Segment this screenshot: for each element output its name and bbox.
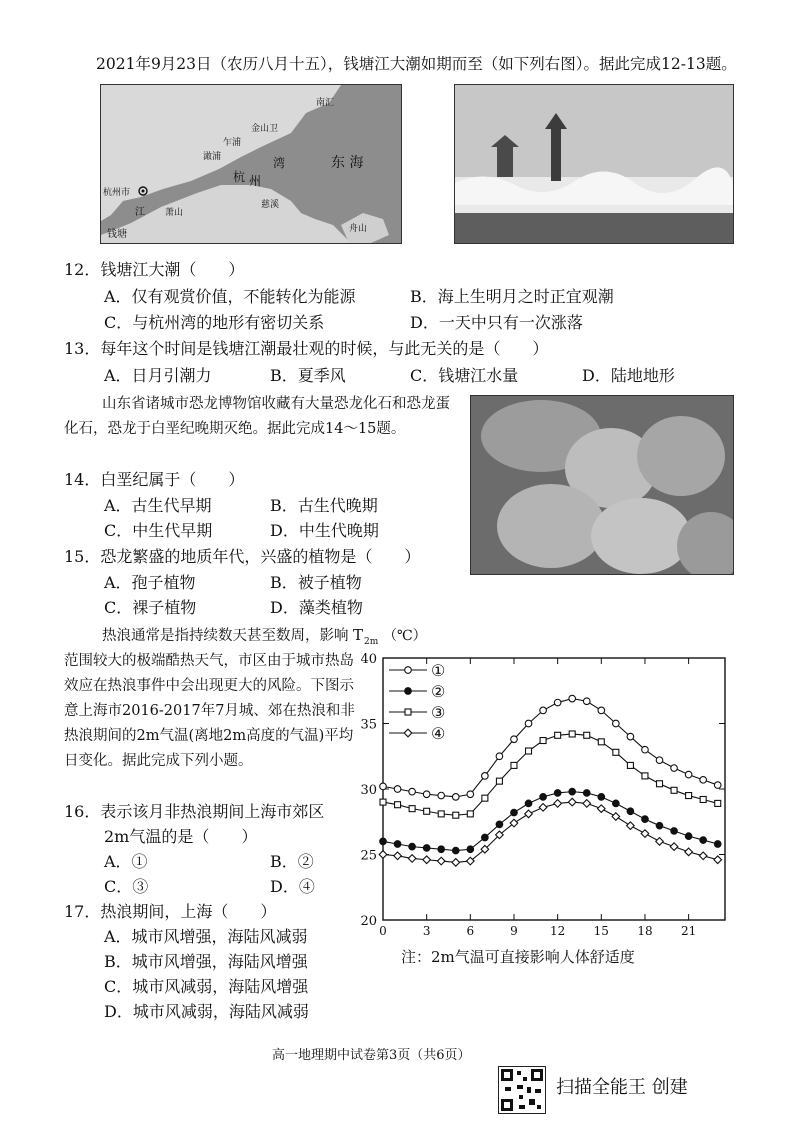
map-label-wan: 湾 bbox=[273, 156, 286, 170]
chart-point-s3 bbox=[642, 773, 648, 779]
chart-point-s3 bbox=[526, 748, 532, 754]
chart-point-s1 bbox=[482, 773, 489, 780]
passage-heatwave: 热浪通常是指持续数天甚至数周，影响范围较大的极端酷热天气，市区由于城市热岛效应在热浪事件中会出现更大的风险。下图示意上海市2016-2017年7月城、郊在热浪和非热浪期间的2m气温(离地2m高度的气温)平均日变化。据此完成下列小题。 bbox=[64, 628, 355, 769]
chart-series-line-4 bbox=[383, 802, 718, 862]
chart-ylabel-main: T bbox=[353, 626, 364, 644]
chart-legend-label: ④ bbox=[431, 724, 446, 743]
chart-point-s2 bbox=[511, 809, 518, 816]
chart-series-4 bbox=[379, 798, 721, 866]
chart-series-line-2 bbox=[383, 792, 718, 851]
chart-point-s3 bbox=[511, 762, 517, 768]
page-footer: 高一地理期中试卷第3页（共6页） bbox=[272, 1048, 471, 1063]
chart-point-s2 bbox=[583, 790, 590, 797]
chart-point-s1 bbox=[525, 720, 532, 727]
chart-point-s3 bbox=[438, 811, 444, 817]
chart-point-s3 bbox=[467, 811, 473, 817]
map-label-zhoushan: 舟山 bbox=[349, 224, 368, 234]
chart-point-s3 bbox=[686, 793, 692, 799]
chart-point-s1 bbox=[452, 794, 459, 801]
dinosaur-egg-photo bbox=[470, 395, 734, 575]
chart-point-s4 bbox=[539, 804, 547, 812]
map-label-hang: 杭 bbox=[233, 170, 246, 184]
q13-option-b[interactable]: B．夏季风 bbox=[270, 366, 346, 385]
chart-point-s1 bbox=[671, 765, 678, 772]
chart-point-s2 bbox=[598, 794, 605, 801]
map-label-xiaoshan: 萧山 bbox=[165, 208, 184, 218]
chart-point-s3 bbox=[482, 795, 488, 801]
chart-legend-marker bbox=[405, 709, 411, 715]
chart-point-s2 bbox=[656, 822, 663, 829]
chart-point-s4 bbox=[699, 852, 707, 860]
map-label-zhapu: 乍浦 bbox=[223, 138, 242, 148]
q15-option-d[interactable]: D．藻类植物 bbox=[270, 598, 363, 617]
q12-option-a[interactable]: A．仅有观赏价值，不能转化为能源 bbox=[104, 287, 356, 306]
chart-legend-marker bbox=[404, 729, 412, 737]
chart-point-s2 bbox=[394, 841, 401, 848]
chart-legend-label: ① bbox=[431, 661, 446, 680]
chart-legend-marker bbox=[405, 667, 412, 674]
chart-point-s2 bbox=[380, 838, 387, 845]
chart-legend-label: ② bbox=[431, 682, 446, 701]
temperature-chart bbox=[345, 620, 745, 970]
dinosaur-egg-photo-svg bbox=[471, 396, 733, 574]
chart-xtick-label: 18 bbox=[637, 924, 653, 938]
chart-point-s4 bbox=[685, 848, 693, 856]
q15-option-c[interactable]: C．裸子植物 bbox=[104, 598, 197, 617]
chart-xtick-label: 12 bbox=[549, 924, 566, 938]
map-label-nanhui: 南汇 bbox=[316, 98, 335, 108]
chart-point-s3 bbox=[409, 806, 415, 812]
chart-point-s1 bbox=[540, 707, 547, 714]
q12-option-d[interactable]: D．一天中只有一次涨落 bbox=[410, 313, 583, 332]
chart-point-s2 bbox=[554, 790, 561, 797]
q16-option-a[interactable]: A．① bbox=[104, 852, 148, 871]
q17-option-b[interactable]: B．城市风增强，海陆风增强 bbox=[104, 952, 308, 971]
q14-option-b[interactable]: B．古生代晚期 bbox=[270, 496, 378, 515]
chart-point-s1 bbox=[409, 788, 416, 795]
chart-point-s4 bbox=[656, 838, 664, 846]
chart-point-s1 bbox=[467, 791, 474, 798]
pagoda-silhouette bbox=[551, 125, 561, 181]
q13-stem: 13．每年这个时间是钱塘江潮最壮观的时候，与此无关的是（ ） bbox=[64, 339, 549, 358]
chart-point-s4 bbox=[379, 851, 387, 859]
scanner-watermark: 扫描全能王 创建 bbox=[556, 1077, 688, 1098]
chart-legend-marker bbox=[405, 688, 412, 695]
q13-option-c[interactable]: C．钱塘江水量 bbox=[410, 366, 519, 385]
chart-point-s1 bbox=[685, 771, 692, 778]
chart-point-s4 bbox=[597, 805, 605, 813]
chart-xtick-label: 21 bbox=[680, 924, 697, 938]
passage-dinosaur: 山东省诸城市恐龙博物馆收藏有大量恐龙化石和恐龙蛋化石，恐龙于白垩纪晚期灭绝。据此完成14～15题。 bbox=[64, 396, 450, 437]
q12-option-b[interactable]: B．海上生明月之时正宜观潮 bbox=[410, 287, 614, 306]
chart-point-s1 bbox=[496, 753, 503, 760]
qr-code-svg bbox=[499, 1067, 545, 1113]
chart-point-s4 bbox=[525, 810, 533, 818]
hangzhou-bay-map bbox=[100, 84, 402, 244]
chart-point-s1 bbox=[554, 699, 561, 706]
q16-stem-line1: 16．表示该月非热浪期间上海市郊区 bbox=[64, 802, 325, 821]
q14-option-c[interactable]: C．中生代早期 bbox=[104, 521, 213, 540]
chart-point-s4 bbox=[423, 856, 431, 864]
pavilion-silhouette bbox=[497, 145, 513, 177]
chart-point-s4 bbox=[641, 830, 649, 838]
chart-point-s4 bbox=[437, 857, 445, 865]
chart-point-s1 bbox=[583, 698, 590, 705]
chart-point-s4 bbox=[583, 800, 591, 808]
q16-option-c[interactable]: C．③ bbox=[104, 877, 149, 896]
q15-stem: 15．恐龙繁盛的地质年代，兴盛的植物是（ ） bbox=[64, 547, 421, 566]
map-label-qiantang: 钱塘 bbox=[107, 229, 127, 240]
chart-point-s3 bbox=[671, 787, 677, 793]
chart-point-s1 bbox=[656, 757, 663, 764]
chart-point-s4 bbox=[714, 856, 722, 864]
chart-point-s2 bbox=[613, 800, 620, 807]
chart-point-s1 bbox=[569, 695, 576, 702]
chart-point-s3 bbox=[395, 802, 401, 808]
chart-point-s2 bbox=[467, 846, 474, 853]
map-label-hangzhou: 杭州市 bbox=[103, 188, 131, 198]
chart-point-s3 bbox=[627, 762, 633, 768]
chart-ytick-label: 35 bbox=[360, 717, 377, 733]
map-svg bbox=[101, 85, 401, 243]
chart-ylabel-sub: 2m bbox=[364, 637, 379, 647]
chart-xtick-label: 9 bbox=[510, 924, 518, 938]
chart-point-s2 bbox=[685, 833, 692, 840]
q15-option-b[interactable]: B．被子植物 bbox=[270, 573, 362, 592]
q15-option-a[interactable]: A．孢子植物 bbox=[104, 573, 196, 592]
map-label-cixi: 慈溪 bbox=[261, 200, 280, 210]
chart-series-2 bbox=[380, 788, 721, 854]
chart-point-s2 bbox=[540, 794, 547, 801]
chart-xtick-label: 3 bbox=[422, 924, 431, 938]
map-label-zhou: 州 bbox=[249, 174, 262, 188]
chart-point-s2 bbox=[482, 834, 489, 841]
chart-legend-label: ③ bbox=[431, 703, 446, 722]
chart-point-s4 bbox=[670, 843, 678, 851]
chart-point-s4 bbox=[612, 813, 620, 821]
chart-point-s4 bbox=[452, 859, 460, 867]
chart-point-s1 bbox=[613, 720, 620, 727]
chart-point-s2 bbox=[423, 845, 430, 852]
chart-xtick-label: 6 bbox=[466, 924, 475, 938]
q13-option-d[interactable]: D．陆地地形 bbox=[582, 366, 675, 385]
chart-ytick-label: 25 bbox=[360, 848, 377, 864]
chart-xtick-label: 0 bbox=[379, 924, 387, 938]
q12-stem: 12．钱塘江大潮（ ） bbox=[64, 260, 245, 279]
chart-point-s1 bbox=[394, 786, 401, 793]
chart-point-s2 bbox=[452, 847, 459, 854]
intro-text: 2021年9月23日（农历八月十五），钱塘江大潮如期而至（如下列右图）。据此完成12-13题。 bbox=[96, 55, 737, 73]
q17-option-d[interactable]: D．城市风减弱，海陆风减弱 bbox=[104, 1002, 309, 1021]
chart-y-axis-label bbox=[353, 626, 427, 647]
chart-point-s1 bbox=[642, 746, 649, 753]
chart-ylabel-unit: （℃） bbox=[383, 628, 427, 644]
chart-point-s1 bbox=[627, 733, 634, 740]
chart-point-s3 bbox=[613, 749, 619, 755]
chart-note: 注：2m气温可直接影响人体舒适度 bbox=[401, 948, 635, 966]
tidal-bore-photo bbox=[454, 84, 734, 244]
q14-stem: 14．白垩纪属于（ ） bbox=[64, 470, 245, 489]
chart-point-s4 bbox=[554, 800, 562, 808]
q17-stem: 17．热浪期间，上海（ ） bbox=[64, 902, 277, 921]
chart-point-s1 bbox=[380, 783, 387, 790]
tidal-bore-photo-svg bbox=[455, 85, 733, 243]
chart-point-s2 bbox=[714, 841, 721, 848]
chart-point-s3 bbox=[453, 812, 459, 818]
chart-ytick-label: 40 bbox=[360, 652, 377, 667]
chart-point-s2 bbox=[438, 846, 445, 853]
q16-option-d[interactable]: D．④ bbox=[270, 877, 315, 896]
chart-point-s2 bbox=[569, 788, 576, 795]
chart-point-s2 bbox=[409, 843, 416, 850]
chart-point-s2 bbox=[642, 816, 649, 823]
chart-point-s3 bbox=[657, 781, 663, 787]
q16-option-b[interactable]: B．② bbox=[270, 852, 314, 871]
chart-point-s3 bbox=[584, 732, 590, 738]
chart-point-s1 bbox=[423, 791, 430, 798]
chart-ytick-label: 30 bbox=[360, 783, 377, 798]
chart-point-s2 bbox=[700, 837, 707, 844]
chart-point-s3 bbox=[700, 796, 706, 802]
map-label-jiang: 江 bbox=[135, 207, 145, 218]
chart-point-s1 bbox=[714, 782, 721, 789]
q14-option-a[interactable]: A．古生代早期 bbox=[104, 496, 212, 515]
hangzhou-city-dot bbox=[142, 190, 145, 193]
q14-option-d[interactable]: D．中生代晚期 bbox=[270, 521, 379, 540]
q16-stem-line2: 2m气温的是（ ） bbox=[104, 827, 258, 846]
chart-point-s3 bbox=[540, 738, 546, 744]
chart-point-s2 bbox=[627, 808, 634, 815]
q12-option-c[interactable]: C．与杭州湾的地形有密切关系 bbox=[104, 313, 325, 332]
chart-point-s3 bbox=[569, 731, 575, 737]
chart-point-s3 bbox=[555, 732, 561, 738]
chart-point-s2 bbox=[525, 800, 532, 807]
q17-option-a[interactable]: A．城市风增强，海陆风减弱 bbox=[104, 927, 308, 946]
chart-point-s1 bbox=[700, 777, 707, 784]
chart-point-s2 bbox=[496, 821, 503, 828]
chart-series-line-3 bbox=[383, 734, 718, 815]
chart-point-s4 bbox=[394, 852, 402, 860]
map-label-jinshan: 金山卫 bbox=[251, 124, 279, 134]
chart-point-s4 bbox=[627, 822, 635, 830]
chart-point-s1 bbox=[598, 707, 605, 714]
chart-point-s3 bbox=[380, 799, 386, 805]
q13-option-a[interactable]: A．日月引潮力 bbox=[104, 366, 212, 385]
chart-point-s4 bbox=[408, 855, 416, 863]
chart-point-s1 bbox=[511, 736, 518, 743]
chart-point-s3 bbox=[598, 739, 604, 745]
q17-option-c[interactable]: C．城市风减弱，海陆风增强 bbox=[104, 977, 309, 996]
map-label-ganpu: 澉浦 bbox=[203, 152, 222, 162]
chart-xtick-label: 15 bbox=[593, 924, 609, 938]
chart-ytick-label: 20 bbox=[360, 914, 377, 929]
chart-point-s3 bbox=[715, 800, 721, 806]
map-label-donghai: 东 海 bbox=[331, 155, 364, 171]
chart-point-s4 bbox=[568, 798, 576, 806]
chart-point-s1 bbox=[438, 792, 445, 799]
chart-point-s3 bbox=[496, 778, 502, 784]
chart-point-s2 bbox=[671, 828, 678, 835]
qr-code bbox=[498, 1066, 546, 1114]
chart-point-s3 bbox=[424, 808, 430, 814]
